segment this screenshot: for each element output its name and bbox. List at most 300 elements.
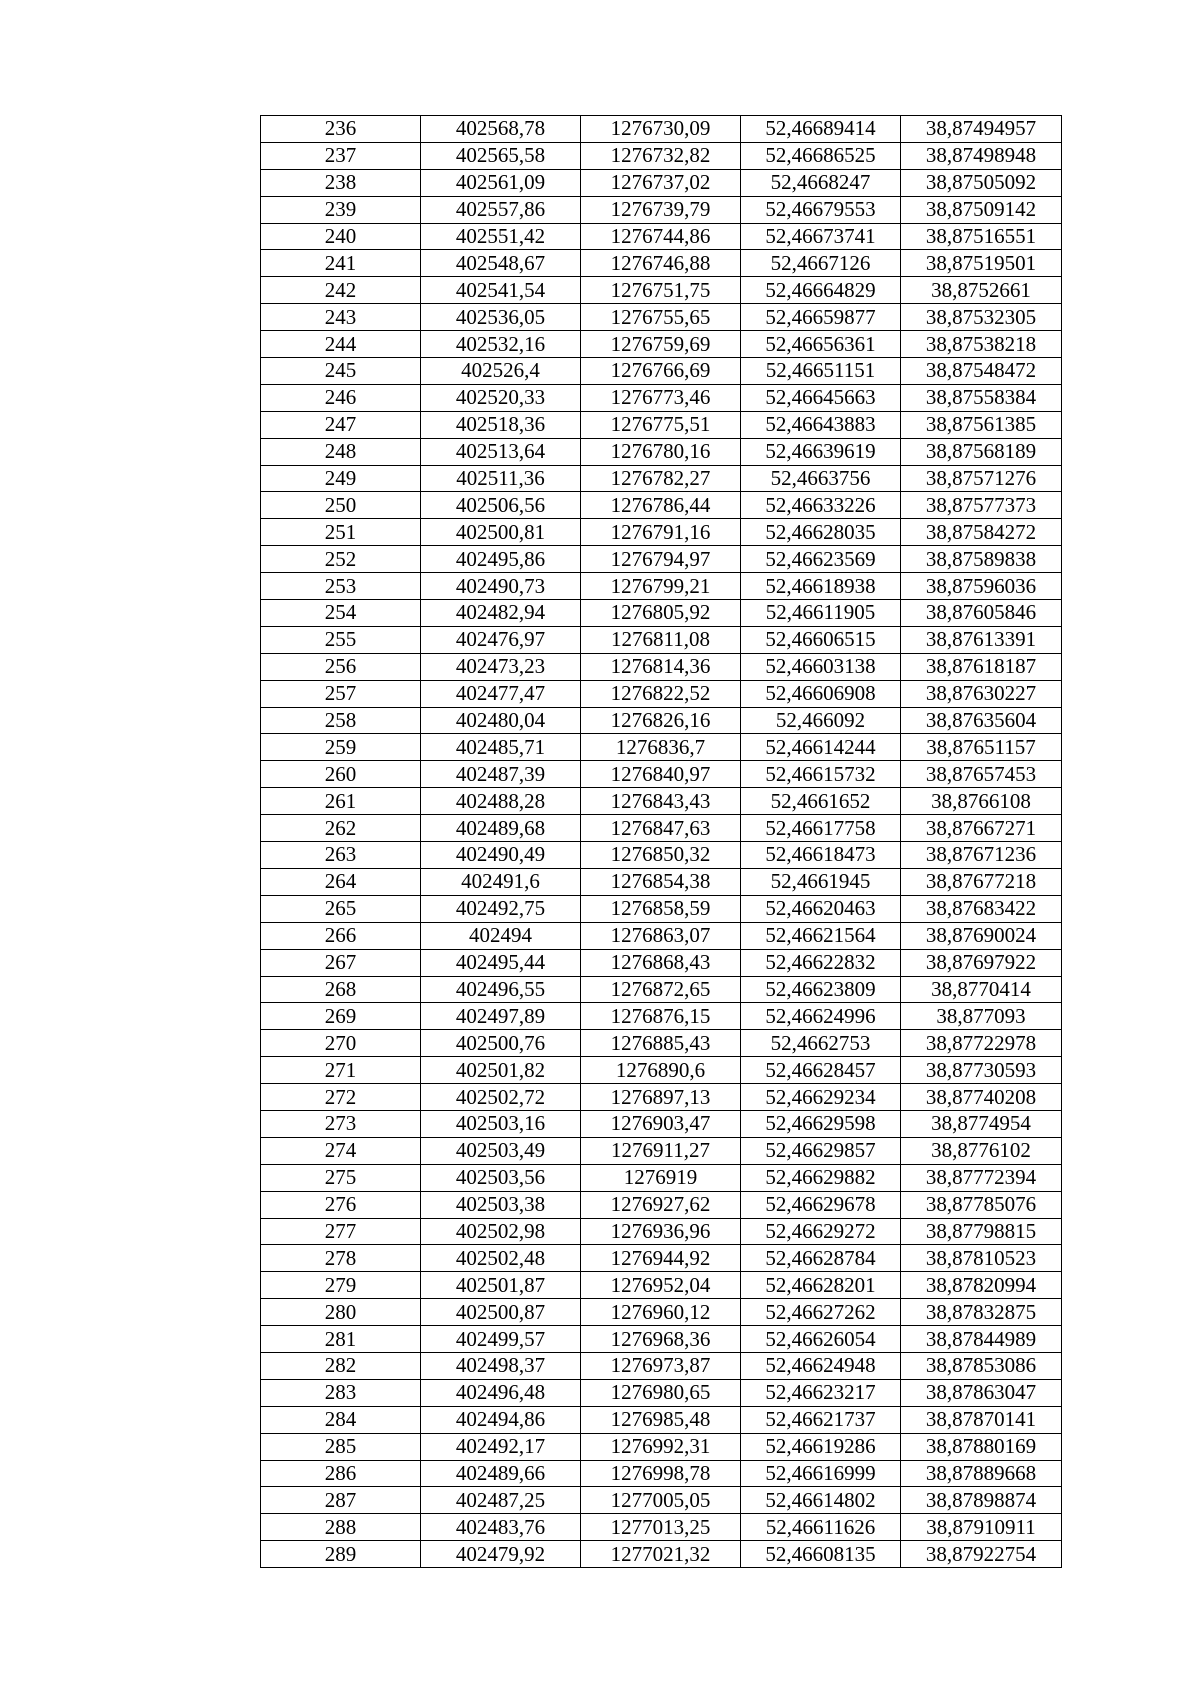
table-row [261,573,1062,600]
longitude-cell: 38,87548472 [901,358,1062,385]
table-row [261,1514,1062,1541]
y-coordinate-cell: 1276872,65 [581,976,741,1003]
x-coordinate-cell: 402477,47 [421,680,581,707]
longitude-cell: 38,87558384 [901,384,1062,411]
x-coordinate-cell: 402503,16 [421,1110,581,1137]
x-coordinate-cell: 402491,6 [421,868,581,895]
point-number-cell: 244 [261,331,421,358]
table-row [261,358,1062,385]
x-coordinate-cell: 402513,64 [421,438,581,465]
latitude-cell: 52,46686525 [741,142,901,169]
latitude-cell: 52,46628457 [741,1057,901,1084]
longitude-cell: 38,87785076 [901,1191,1062,1218]
point-number-cell: 243 [261,304,421,331]
x-coordinate-cell: 402492,17 [421,1433,581,1460]
table-row [261,1460,1062,1487]
latitude-cell: 52,46629598 [741,1110,901,1137]
longitude-cell: 38,87538218 [901,331,1062,358]
x-coordinate-cell: 402532,16 [421,331,581,358]
x-coordinate-cell: 402565,58 [421,142,581,169]
longitude-cell: 38,87730593 [901,1057,1062,1084]
longitude-cell: 38,8766108 [901,788,1062,815]
y-coordinate-cell: 1276766,69 [581,358,741,385]
table-row [261,842,1062,869]
longitude-cell: 38,87618187 [901,653,1062,680]
x-coordinate-cell: 402506,56 [421,492,581,519]
point-number-cell: 264 [261,868,421,895]
longitude-cell: 38,87922754 [901,1541,1062,1568]
y-coordinate-cell: 1276794,97 [581,546,741,573]
table-row [261,680,1062,707]
latitude-cell: 52,46608135 [741,1541,901,1568]
longitude-cell: 38,87880169 [901,1433,1062,1460]
table-row [261,707,1062,734]
longitude-cell: 38,87772394 [901,1164,1062,1191]
point-number-cell: 287 [261,1487,421,1514]
latitude-cell: 52,46651151 [741,358,901,385]
point-number-cell: 274 [261,1137,421,1164]
longitude-cell: 38,87532305 [901,304,1062,331]
x-coordinate-cell: 402483,76 [421,1514,581,1541]
table-row [261,331,1062,358]
table-row [261,546,1062,573]
y-coordinate-cell: 1276822,52 [581,680,741,707]
point-number-cell: 252 [261,546,421,573]
x-coordinate-cell: 402489,66 [421,1460,581,1487]
y-coordinate-cell: 1276936,96 [581,1218,741,1245]
point-number-cell: 282 [261,1352,421,1379]
longitude-cell: 38,87853086 [901,1352,1062,1379]
longitude-cell: 38,87898874 [901,1487,1062,1514]
table-row [261,438,1062,465]
latitude-cell: 52,46629857 [741,1137,901,1164]
point-number-cell: 281 [261,1326,421,1353]
latitude-cell: 52,466092 [741,707,901,734]
point-number-cell: 261 [261,788,421,815]
point-number-cell: 276 [261,1191,421,1218]
latitude-cell: 52,46633226 [741,492,901,519]
latitude-cell: 52,46624996 [741,1003,901,1030]
point-number-cell: 277 [261,1218,421,1245]
point-number-cell: 280 [261,1299,421,1326]
table-row [261,1406,1062,1433]
longitude-cell: 38,87630227 [901,680,1062,707]
longitude-cell: 38,87584272 [901,519,1062,546]
y-coordinate-cell: 1276799,21 [581,573,741,600]
y-coordinate-cell: 1276836,7 [581,734,741,761]
x-coordinate-cell: 402518,36 [421,411,581,438]
table-row [261,1433,1062,1460]
longitude-cell: 38,87494957 [901,116,1062,143]
longitude-cell: 38,87635604 [901,707,1062,734]
table-row [261,653,1062,680]
y-coordinate-cell: 1276739,79 [581,196,741,223]
table-row [261,868,1062,895]
point-number-cell: 283 [261,1379,421,1406]
x-coordinate-cell: 402503,56 [421,1164,581,1191]
y-coordinate-cell: 1276903,47 [581,1110,741,1137]
coordinates-table-body [261,116,1062,1568]
y-coordinate-cell: 1276847,63 [581,815,741,842]
longitude-cell: 38,87519501 [901,250,1062,277]
x-coordinate-cell: 402526,4 [421,358,581,385]
y-coordinate-cell: 1276863,07 [581,922,741,949]
point-number-cell: 254 [261,600,421,627]
longitude-cell: 38,87605846 [901,600,1062,627]
x-coordinate-cell: 402494 [421,922,581,949]
longitude-cell: 38,87667271 [901,815,1062,842]
x-coordinate-cell: 402541,54 [421,277,581,304]
x-coordinate-cell: 402489,68 [421,815,581,842]
point-number-cell: 258 [261,707,421,734]
x-coordinate-cell: 402502,48 [421,1245,581,1272]
point-number-cell: 255 [261,626,421,653]
point-number-cell: 239 [261,196,421,223]
longitude-cell: 38,87516551 [901,223,1062,250]
y-coordinate-cell: 1276992,31 [581,1433,741,1460]
y-coordinate-cell: 1277021,32 [581,1541,741,1568]
point-number-cell: 248 [261,438,421,465]
y-coordinate-cell: 1276791,16 [581,519,741,546]
latitude-cell: 52,46679553 [741,196,901,223]
latitude-cell: 52,46619286 [741,1433,901,1460]
table-row [261,384,1062,411]
x-coordinate-cell: 402551,42 [421,223,581,250]
latitude-cell: 52,46621737 [741,1406,901,1433]
latitude-cell: 52,46614244 [741,734,901,761]
latitude-cell: 52,46639619 [741,438,901,465]
latitude-cell: 52,4661945 [741,868,901,895]
table-row [261,411,1062,438]
y-coordinate-cell: 1276744,86 [581,223,741,250]
x-coordinate-cell: 402492,75 [421,895,581,922]
longitude-cell: 38,87509142 [901,196,1062,223]
latitude-cell: 52,46628201 [741,1272,901,1299]
latitude-cell: 52,46603138 [741,653,901,680]
latitude-cell: 52,46628035 [741,519,901,546]
table-row [261,304,1062,331]
table-row [261,1030,1062,1057]
longitude-cell: 38,877093 [901,1003,1062,1030]
point-number-cell: 279 [261,1272,421,1299]
longitude-cell: 38,87677218 [901,868,1062,895]
x-coordinate-cell: 402476,97 [421,626,581,653]
latitude-cell: 52,46628784 [741,1245,901,1272]
y-coordinate-cell: 1276759,69 [581,331,741,358]
table-row [261,1003,1062,1030]
longitude-cell: 38,87498948 [901,142,1062,169]
latitude-cell: 52,46615732 [741,761,901,788]
y-coordinate-cell: 1276755,65 [581,304,741,331]
longitude-cell: 38,8752661 [901,277,1062,304]
x-coordinate-cell: 402503,49 [421,1137,581,1164]
longitude-cell: 38,87657453 [901,761,1062,788]
x-coordinate-cell: 402485,71 [421,734,581,761]
latitude-cell: 52,46645663 [741,384,901,411]
latitude-cell: 52,46629678 [741,1191,901,1218]
point-number-cell: 253 [261,573,421,600]
y-coordinate-cell: 1276780,16 [581,438,741,465]
latitude-cell: 52,4668247 [741,169,901,196]
x-coordinate-cell: 402496,55 [421,976,581,1003]
table-row [261,1299,1062,1326]
x-coordinate-cell: 402494,86 [421,1406,581,1433]
latitude-cell: 52,46623809 [741,976,901,1003]
latitude-cell: 52,46622832 [741,949,901,976]
y-coordinate-cell: 1276911,27 [581,1137,741,1164]
latitude-cell: 52,46606908 [741,680,901,707]
latitude-cell: 52,4663756 [741,465,901,492]
x-coordinate-cell: 402501,82 [421,1057,581,1084]
table-row [261,465,1062,492]
point-number-cell: 285 [261,1433,421,1460]
point-number-cell: 270 [261,1030,421,1057]
longitude-cell: 38,87690024 [901,922,1062,949]
point-number-cell: 260 [261,761,421,788]
longitude-cell: 38,87863047 [901,1379,1062,1406]
y-coordinate-cell: 1276746,88 [581,250,741,277]
y-coordinate-cell: 1276805,92 [581,600,741,627]
table-row [261,1326,1062,1353]
longitude-cell: 38,87683422 [901,895,1062,922]
table-row [261,277,1062,304]
table-row [261,788,1062,815]
table-row [261,1352,1062,1379]
x-coordinate-cell: 402511,36 [421,465,581,492]
point-number-cell: 238 [261,169,421,196]
y-coordinate-cell: 1276927,62 [581,1191,741,1218]
point-number-cell: 275 [261,1164,421,1191]
y-coordinate-cell: 1276897,13 [581,1084,741,1111]
latitude-cell: 52,46620463 [741,895,901,922]
table-row [261,1057,1062,1084]
y-coordinate-cell: 1276773,46 [581,384,741,411]
point-number-cell: 286 [261,1460,421,1487]
latitude-cell: 52,46643883 [741,411,901,438]
x-coordinate-cell: 402496,48 [421,1379,581,1406]
table-row [261,1110,1062,1137]
longitude-cell: 38,8776102 [901,1137,1062,1164]
table-row [261,1218,1062,1245]
longitude-cell: 38,87810523 [901,1245,1062,1272]
longitude-cell: 38,87571276 [901,465,1062,492]
latitude-cell: 52,46618938 [741,573,901,600]
x-coordinate-cell: 402490,49 [421,842,581,869]
y-coordinate-cell: 1276890,6 [581,1057,741,1084]
table-row [261,1084,1062,1111]
longitude-cell: 38,87577373 [901,492,1062,519]
x-coordinate-cell: 402480,04 [421,707,581,734]
latitude-cell: 52,46623569 [741,546,901,573]
table-row [261,1487,1062,1514]
point-number-cell: 250 [261,492,421,519]
longitude-cell: 38,87596036 [901,573,1062,600]
y-coordinate-cell: 1276811,08 [581,626,741,653]
x-coordinate-cell: 402499,57 [421,1326,581,1353]
point-number-cell: 259 [261,734,421,761]
latitude-cell: 52,46623217 [741,1379,901,1406]
x-coordinate-cell: 402520,33 [421,384,581,411]
y-coordinate-cell: 1276854,38 [581,868,741,895]
x-coordinate-cell: 402487,25 [421,1487,581,1514]
latitude-cell: 52,46629272 [741,1218,901,1245]
table-row [261,250,1062,277]
latitude-cell: 52,46618473 [741,842,901,869]
longitude-cell: 38,87671236 [901,842,1062,869]
latitude-cell: 52,4662753 [741,1030,901,1057]
longitude-cell: 38,87651157 [901,734,1062,761]
x-coordinate-cell: 402568,78 [421,116,581,143]
latitude-cell: 52,46627262 [741,1299,901,1326]
latitude-cell: 52,46656361 [741,331,901,358]
table-row [261,761,1062,788]
longitude-cell: 38,87613391 [901,626,1062,653]
point-number-cell: 278 [261,1245,421,1272]
table-row [261,922,1062,949]
longitude-cell: 38,87740208 [901,1084,1062,1111]
y-coordinate-cell: 1276751,75 [581,277,741,304]
point-number-cell: 251 [261,519,421,546]
point-number-cell: 257 [261,680,421,707]
point-number-cell: 266 [261,922,421,949]
y-coordinate-cell: 1276737,02 [581,169,741,196]
x-coordinate-cell: 402495,44 [421,949,581,976]
point-number-cell: 245 [261,358,421,385]
point-number-cell: 241 [261,250,421,277]
latitude-cell: 52,46616999 [741,1460,901,1487]
y-coordinate-cell: 1276973,87 [581,1352,741,1379]
table-row [261,815,1062,842]
table-row [261,223,1062,250]
table-row [261,519,1062,546]
latitude-cell: 52,46626054 [741,1326,901,1353]
latitude-cell: 52,46621564 [741,922,901,949]
table-row [261,895,1062,922]
x-coordinate-cell: 402488,28 [421,788,581,815]
point-number-cell: 267 [261,949,421,976]
x-coordinate-cell: 402495,86 [421,546,581,573]
table-row [261,1272,1062,1299]
x-coordinate-cell: 402482,94 [421,600,581,627]
y-coordinate-cell: 1276985,48 [581,1406,741,1433]
point-number-cell: 240 [261,223,421,250]
point-number-cell: 256 [261,653,421,680]
point-number-cell: 289 [261,1541,421,1568]
longitude-cell: 38,87697922 [901,949,1062,976]
y-coordinate-cell: 1276980,65 [581,1379,741,1406]
y-coordinate-cell: 1276840,97 [581,761,741,788]
table-row [261,142,1062,169]
y-coordinate-cell: 1276998,78 [581,1460,741,1487]
point-number-cell: 242 [261,277,421,304]
x-coordinate-cell: 402548,67 [421,250,581,277]
longitude-cell: 38,87870141 [901,1406,1062,1433]
y-coordinate-cell: 1276775,51 [581,411,741,438]
x-coordinate-cell: 402473,23 [421,653,581,680]
x-coordinate-cell: 402500,87 [421,1299,581,1326]
table-row [261,169,1062,196]
longitude-cell: 38,87832875 [901,1299,1062,1326]
longitude-cell: 38,87798815 [901,1218,1062,1245]
point-number-cell: 273 [261,1110,421,1137]
table-row [261,626,1062,653]
y-coordinate-cell: 1276944,92 [581,1245,741,1272]
table-row [261,1164,1062,1191]
latitude-cell: 52,46673741 [741,223,901,250]
table-row [261,196,1062,223]
longitude-cell: 38,87589838 [901,546,1062,573]
x-coordinate-cell: 402487,39 [421,761,581,788]
longitude-cell: 38,87889668 [901,1460,1062,1487]
point-number-cell: 246 [261,384,421,411]
x-coordinate-cell: 402497,89 [421,1003,581,1030]
x-coordinate-cell: 402479,92 [421,1541,581,1568]
x-coordinate-cell: 402503,38 [421,1191,581,1218]
y-coordinate-cell: 1276919 [581,1164,741,1191]
point-number-cell: 236 [261,116,421,143]
table-row [261,116,1062,143]
latitude-cell: 52,46611905 [741,600,901,627]
table-row [261,1191,1062,1218]
x-coordinate-cell: 402501,87 [421,1272,581,1299]
longitude-cell: 38,87910911 [901,1514,1062,1541]
coordinates-table [260,115,1062,1568]
table-row [261,734,1062,761]
latitude-cell: 52,46689414 [741,116,901,143]
point-number-cell: 247 [261,411,421,438]
longitude-cell: 38,87505092 [901,169,1062,196]
longitude-cell: 38,8774954 [901,1110,1062,1137]
y-coordinate-cell: 1277005,05 [581,1487,741,1514]
longitude-cell: 38,87820994 [901,1272,1062,1299]
latitude-cell: 52,4661652 [741,788,901,815]
y-coordinate-cell: 1276885,43 [581,1030,741,1057]
latitude-cell: 52,46614802 [741,1487,901,1514]
x-coordinate-cell: 402557,86 [421,196,581,223]
point-number-cell: 263 [261,842,421,869]
longitude-cell: 38,87844989 [901,1326,1062,1353]
y-coordinate-cell: 1276868,43 [581,949,741,976]
latitude-cell: 52,46617758 [741,815,901,842]
y-coordinate-cell: 1277013,25 [581,1514,741,1541]
table-row [261,1541,1062,1568]
table-row [261,1379,1062,1406]
point-number-cell: 288 [261,1514,421,1541]
latitude-cell: 52,4667126 [741,250,901,277]
y-coordinate-cell: 1276732,82 [581,142,741,169]
table-row [261,492,1062,519]
x-coordinate-cell: 402536,05 [421,304,581,331]
latitude-cell: 52,46629882 [741,1164,901,1191]
x-coordinate-cell: 402498,37 [421,1352,581,1379]
table-row [261,949,1062,976]
longitude-cell: 38,87568189 [901,438,1062,465]
latitude-cell: 52,46659877 [741,304,901,331]
y-coordinate-cell: 1276876,15 [581,1003,741,1030]
y-coordinate-cell: 1276968,36 [581,1326,741,1353]
point-number-cell: 262 [261,815,421,842]
y-coordinate-cell: 1276960,12 [581,1299,741,1326]
latitude-cell: 52,46629234 [741,1084,901,1111]
x-coordinate-cell: 402500,81 [421,519,581,546]
table-row [261,1137,1062,1164]
point-number-cell: 272 [261,1084,421,1111]
point-number-cell: 265 [261,895,421,922]
latitude-cell: 52,46606515 [741,626,901,653]
point-number-cell: 269 [261,1003,421,1030]
x-coordinate-cell: 402561,09 [421,169,581,196]
x-coordinate-cell: 402502,98 [421,1218,581,1245]
